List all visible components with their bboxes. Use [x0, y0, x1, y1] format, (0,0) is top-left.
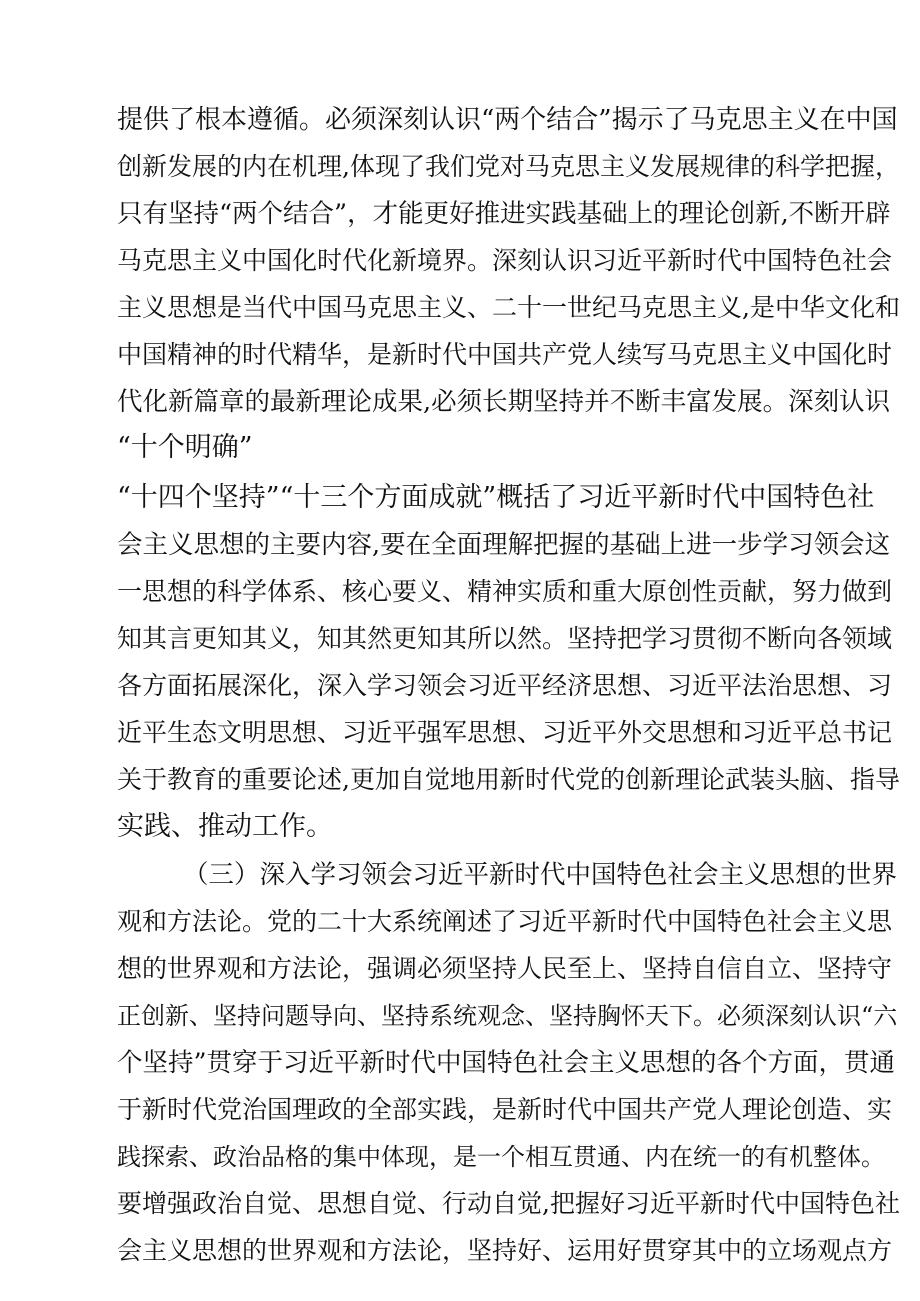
text-line-12: 知其言更知其义，知其然更知其所以然。坚持把学习贯彻不断向各领域	[117, 624, 893, 653]
text-line-15: 关于教育的重要论述,更加自觉地用新时代党的创新理论武装头脑、指导	[117, 765, 900, 794]
text-line-10: 会主义思想的主要内容,要在全面理解把握的基础上进一步学习领会这	[117, 530, 891, 560]
text-line-24: 要增强政治自觉、思想自觉、行动自觉,把握好习近平新时代中国特色社	[117, 1189, 900, 1218]
text-line-20: 正创新、坚持问题导向、坚持系统观念、坚持胸怀天下。必须深刻认识“六	[117, 1002, 898, 1030]
text-line-16: 实践、推动工作。	[117, 811, 333, 842]
text-line-6: 中国精神的时代精华，是新时代中国共产党人续写马克思主义中国化时	[117, 340, 893, 369]
text-line-1: 提供了根本遵循。必须深刻认识“两个结合”揭示了马克思主义在中国	[117, 105, 898, 135]
text-line-14: 近平生态文明思想、习近平强军思想、习近平外交思想和习近平总书记	[117, 718, 893, 747]
text-line-11: 一思想的科学体系、核心要义、精神实质和重大原创性贡献，努力做到	[117, 577, 893, 606]
text-line-8: “十个明确”	[117, 432, 253, 463]
text-line-23: 践探索、政治品格的集中体现，是一个相互贯通、内在统一的有机整体。	[117, 1143, 885, 1171]
text-line-13: 各方面拓展深化，深入学习领会习近平经济思想、习近平法治思想、习	[117, 671, 893, 700]
text-line-9: “十四个坚持”“十三个方面成就”概括了习近平新时代中国特色社	[117, 482, 875, 513]
text-line-5: 主义思想是当代中国马克思主义、二十一世纪马克思主义,是中华文化和	[117, 293, 900, 322]
text-line-21: 个坚持”贯穿于习近平新时代中国特色社会主义思想的各个方面，贯通	[117, 1048, 896, 1078]
text-line-2: 创新发展的内在机理,体现了我们党对马克思主义发展规律的科学把握，	[117, 152, 900, 181]
text-line-22: 于新时代党治国理政的全部实践，是新时代中国共产党人理论创造、实	[117, 1095, 893, 1124]
section-heading-line: （三）深入学习领会习近平新时代中国特色社会主义思想的世界	[183, 860, 898, 890]
text-line-3: 只有坚持“两个结合”，才能更好推进实践基础上的理论创新,不断开辟	[117, 199, 891, 229]
text-line-7: 代化新篇章的最新理论成果,必须长期坚持并不断丰富发展。深刻认识	[117, 387, 891, 417]
text-line-4: 马克思主义中国化时代化新境界。深刻认识习近平新时代中国特色社会	[117, 246, 893, 275]
text-line-19: 想的世界观和方法论，强调必须坚持人民至上、坚持自信自立、坚持守	[117, 954, 893, 983]
text-line-18: 观和方法论。党的二十大系统阐述了习近平新时代中国特色社会主义思	[117, 907, 893, 936]
text-line-25: 会主义思想的世界观和方法论，坚持好、运用好贯穿其中的立场观点方	[117, 1236, 893, 1265]
